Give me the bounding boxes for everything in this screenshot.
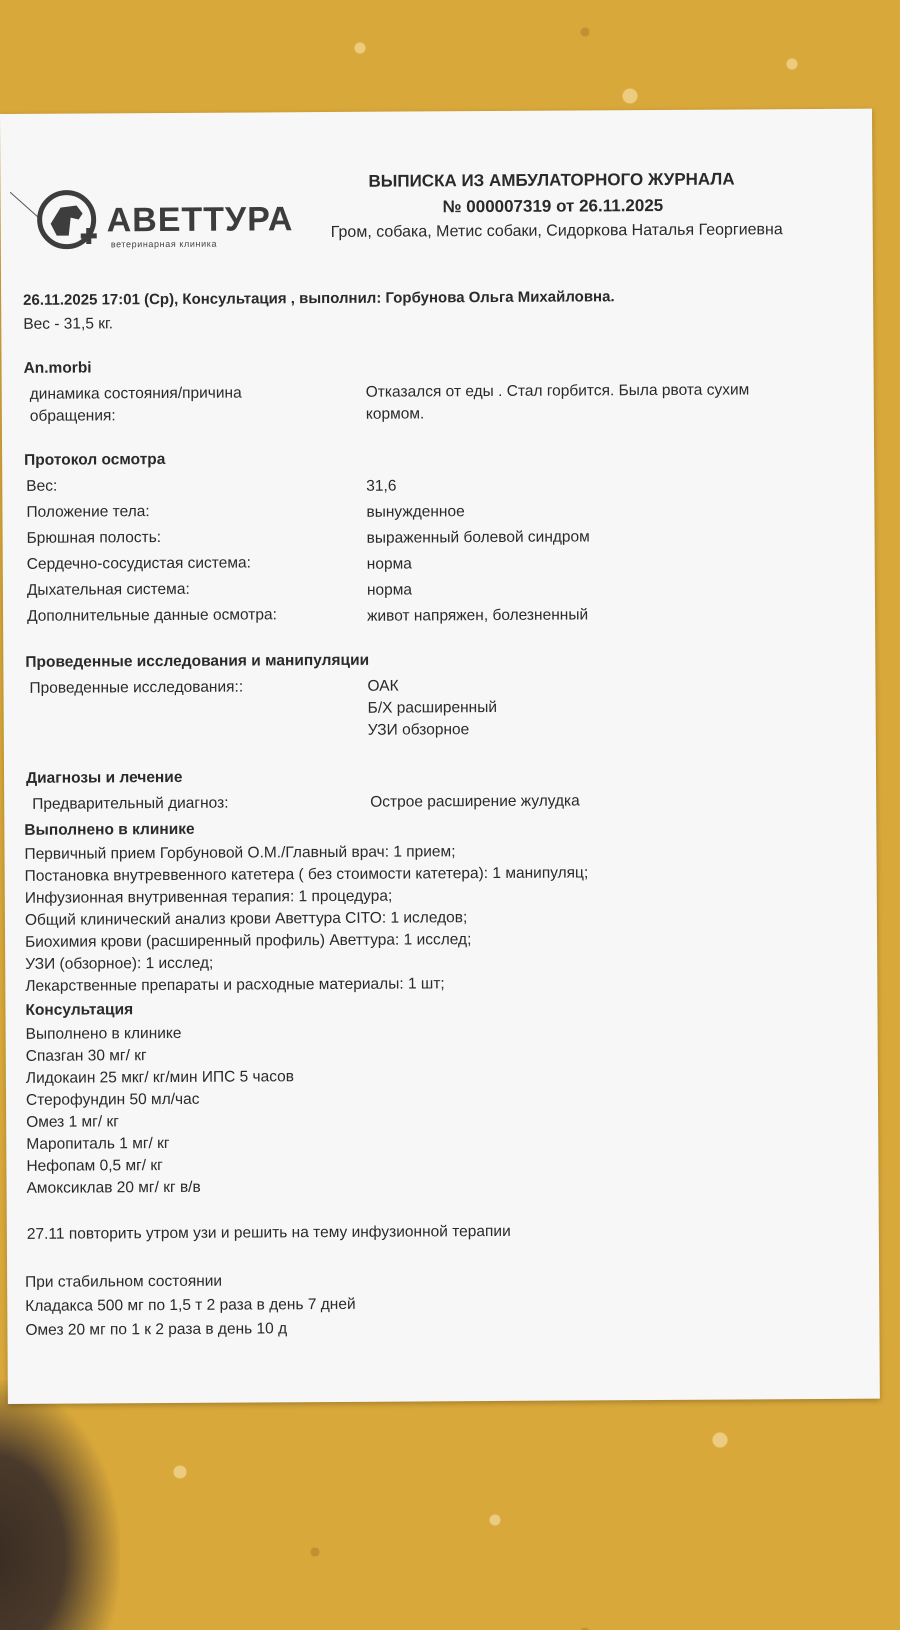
study-item: Б/Х расширенный (367, 698, 498, 717)
exam-value: вынужденное (366, 503, 465, 521)
exam-label: Положение тела: (26, 503, 150, 521)
studies-label: Проведенные исследования:: (29, 678, 244, 697)
background-fur (0, 1380, 120, 1630)
clinic-item: Постановка внутреввенного катетера ( без стоимости катетера): 1 манипуляц; (24, 864, 589, 885)
document-title: ВЫПИСКА ИЗ АМБУЛАТОРНОГО ЖУРНАЛА (368, 169, 735, 191)
visit-line: 26.11.2025 17:01 (Ср), Консультация , выполнил: Горбунова Ольга Михайловна. (23, 288, 615, 309)
document-number: № 000007319 от 26.11.2025 (442, 195, 664, 217)
exam-label: Дыхательная система: (26, 580, 190, 599)
exam-value: 31,6 (366, 477, 397, 495)
diagnosis-value: Острое расширение жулудка (370, 792, 580, 811)
study-item: УЗИ обзорное (367, 721, 470, 739)
clinic-heading: Выполнено в клинике (24, 820, 195, 839)
exam-label: Вес: (26, 477, 58, 495)
anamnesis-heading: An.morbi (23, 359, 92, 377)
stable-item: Омез 20 мг по 1 к 2 раза в день 10 д (25, 1320, 288, 1339)
studies-heading: Проведенные исследования и манипуляции (25, 651, 370, 671)
diagnosis-heading: Диагнозы и лечение (26, 768, 183, 787)
consult-item: Выполнено в клинике (25, 1024, 182, 1043)
consult-item: Стерофундин 50 мл/час (25, 1090, 200, 1109)
clinic-item: Общий клинический анализ крови Аветтура СITO: 1 иследов; (24, 909, 468, 929)
consult-item: Амоксиклав 20 мг/ кг в/в (26, 1178, 201, 1197)
stable-item: Кладакса 500 мг по 1,5 т 2 раза в день 7 дней (25, 1295, 356, 1315)
exam-value: живот напряжен, болезненный (367, 606, 589, 625)
anamnesis-label: динамика состояния/причина (29, 384, 242, 403)
stable-item: При стабильном состоянии (25, 1272, 223, 1291)
consult-item: Омез 1 мг/ кг (26, 1113, 119, 1131)
anamnesis-label: обращения: (29, 407, 116, 425)
consult-item: Лидокаин 25 мкг/ кг/мин ИПС 5 часов (25, 1068, 295, 1087)
clinic-item: УЗИ (обзорное): 1 исслед; (25, 954, 214, 973)
consult-heading: Консультация (25, 1001, 134, 1019)
followup-note: 27.11 повторить утром узи и решить на тему инфузионной терапии (26, 1222, 511, 1243)
consult-item: Спазган 30 мг/ кг (25, 1047, 147, 1065)
exam-heading: Протокол осмотра (24, 450, 166, 469)
visit-weight: Вес - 31,5 кг. (23, 315, 114, 333)
clinic-item: Лекарственные препараты и расходные материалы: 1 шт; (25, 975, 445, 995)
consult-item: Нефопам 0,5 мг/ кг (26, 1157, 163, 1175)
clinic-item: Биохимия крови (расширенный профиль) Аветтура: 1 исслед; (25, 931, 472, 951)
clinic-subtitle: ветеринарная клиника (110, 238, 218, 250)
exam-label: Сердечно-сосудистая система: (26, 554, 251, 573)
clinic-name: АВЕТТУРА (106, 200, 294, 240)
exam-label: Брюшная полость: (26, 529, 162, 547)
anamnesis-value: кормом. (365, 405, 425, 423)
clinic-item: Первичный прием Горбуновой О.М./Главный врач: 1 прием; (24, 843, 456, 863)
study-item: ОАК (367, 677, 399, 695)
document-sheet (0, 109, 880, 1404)
dog-logo-icon (36, 189, 100, 253)
exam-value: норма (366, 581, 413, 599)
exam-value: норма (366, 555, 412, 573)
diagnosis-label: Предварительный диагноз: (32, 794, 229, 813)
patient-line: Гром, собака, Метис собаки, Сидоркова Наталья Георгиевна (330, 221, 783, 241)
consult-item: Маропиталь 1 мг/ кг (26, 1134, 170, 1153)
clinic-item: Инфузионная внутривенная терапия: 1 процедура; (24, 887, 393, 907)
exam-label: Дополнительные данные осмотра: (27, 606, 277, 625)
exam-value: выраженный болевой синдром (366, 528, 590, 547)
anamnesis-value: Отказался от еды . Стал горбится. Была рвота сухим (365, 381, 750, 401)
